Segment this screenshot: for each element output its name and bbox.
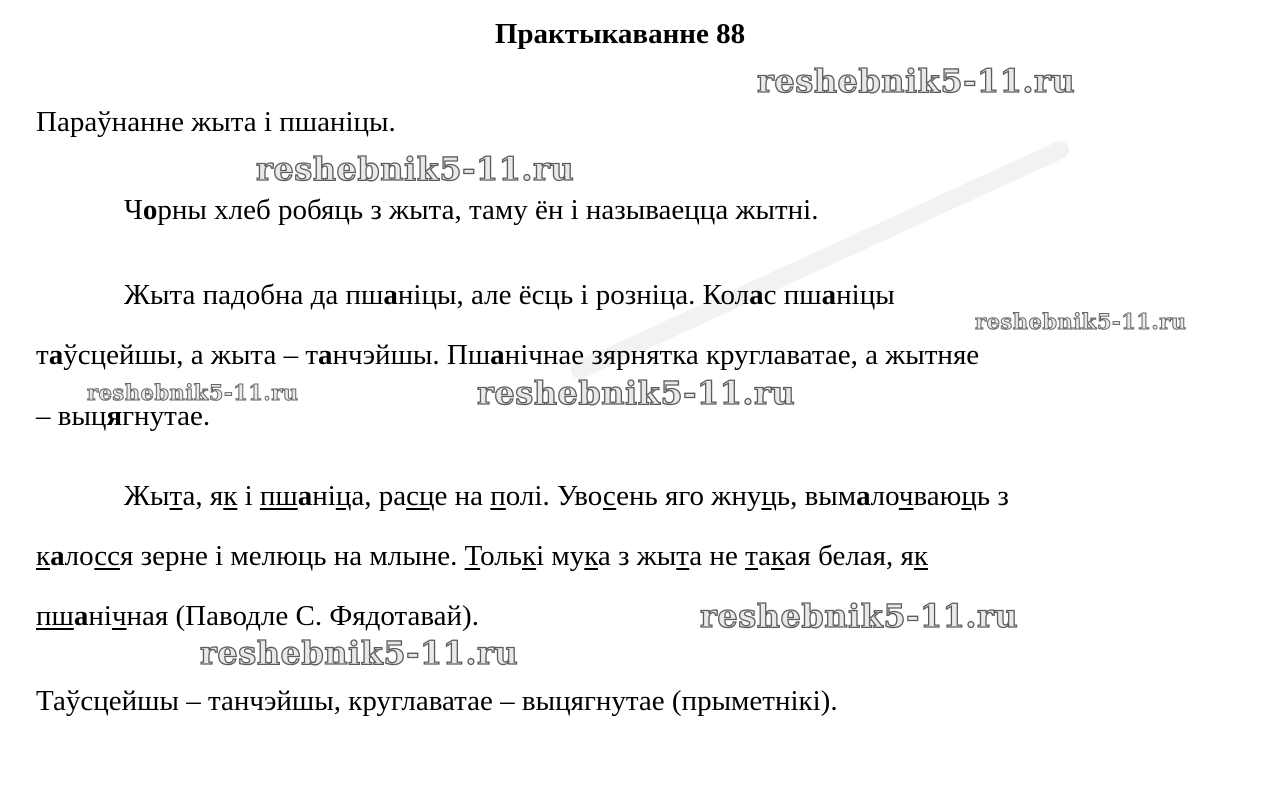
- bold-letter: о: [142, 194, 158, 226]
- bold-letter: а: [48, 339, 64, 371]
- text-run: нічнае зярнятка круглаватае, а жытняе: [504, 339, 980, 371]
- underlined-letter: пш: [259, 480, 298, 512]
- text-run: ень яго жну: [616, 480, 762, 512]
- text-run: а: [758, 540, 771, 572]
- bold-letter: а: [383, 279, 398, 311]
- text-run: Жыта падобна да пш: [124, 279, 384, 311]
- paragraph-1: [124, 192, 818, 228]
- watermark-text: reshebnik5-11.ru: [757, 62, 1076, 100]
- underlined-letter: сц: [406, 480, 435, 512]
- text-run: Жы: [124, 480, 170, 512]
- underlined-letter: сс: [94, 540, 121, 572]
- text-run: ніцы, але ёсць і розніца. Кол: [397, 279, 750, 311]
- paragraph-3-line-2: [36, 538, 928, 574]
- underlined-letter: ц: [961, 480, 977, 512]
- underlined-letter: т: [745, 540, 759, 572]
- text-run: т: [36, 339, 49, 371]
- heading-text: Параўнанне жыта і пшаніцы.: [36, 106, 396, 138]
- watermark-text: reshebnik5-11.ru: [975, 309, 1187, 334]
- text-run: ні: [312, 480, 336, 512]
- text-run: а, я: [182, 480, 224, 512]
- bold-letter: а: [490, 339, 505, 371]
- underlined-letter: к: [521, 540, 537, 572]
- text-run: нчэйшы. Пш: [332, 339, 491, 371]
- watermark-text: reshebnik5-11.ru: [256, 150, 575, 188]
- bold-letter: а: [821, 279, 837, 311]
- text-run: я зерне і мелюць на млыне.: [120, 540, 465, 572]
- bold-letter: а: [50, 540, 65, 572]
- text-run: ло: [870, 480, 899, 512]
- text-run: оль: [480, 540, 522, 572]
- text-run: Ч: [124, 194, 143, 226]
- underlined-letter: ц: [761, 480, 777, 512]
- underlined-letter: с: [602, 480, 617, 512]
- underlined-letter: к: [36, 540, 51, 572]
- text-run: гнутае.: [122, 400, 211, 432]
- text-run: – выц: [36, 400, 107, 432]
- underlined-letter: ч: [898, 480, 914, 512]
- paragraph-2-line-2: [36, 337, 979, 373]
- watermark-text: reshebnik5-11.ru: [700, 597, 1019, 635]
- underlined-letter: к: [584, 540, 598, 572]
- text-run: ая белая, я: [784, 540, 914, 572]
- text-run: ніцы: [836, 279, 895, 311]
- underlined-letter: к: [770, 540, 785, 572]
- underlined-letter: т: [169, 480, 183, 512]
- bold-letter: а: [856, 480, 871, 512]
- text-run: а не: [689, 540, 746, 572]
- watermark-text: reshebnik5-11.ru: [87, 380, 299, 405]
- watermark-text: reshebnik5-11.ru: [477, 374, 796, 412]
- text-run: а, ра: [351, 480, 407, 512]
- text-run: а з жы: [597, 540, 677, 572]
- underlined-letter: к: [913, 540, 928, 572]
- underlined-letter: к: [223, 480, 238, 512]
- text-run: ні: [88, 600, 112, 632]
- underlined-letter: Т: [464, 540, 481, 572]
- text-run: е на: [434, 480, 491, 512]
- text-run: ўсцейшы, а жыта – т: [63, 339, 318, 371]
- paragraph-3-line-1: [124, 478, 1009, 514]
- text-run: рны хлеб робяць з жыта, таму ён і называецца жытні.: [157, 194, 819, 226]
- bold-letter: а: [749, 279, 764, 311]
- page-title: Практыкаванне 88: [494, 18, 746, 50]
- text-run: ь з: [976, 480, 1009, 512]
- bold-letter: я: [106, 400, 123, 432]
- summary-text: Таўсцейшы – танчэйшы, круглаватае – выцягнутае (прыметнікі).: [36, 685, 838, 717]
- bold-letter: а: [297, 480, 313, 512]
- text-run: олі. Уво: [505, 480, 603, 512]
- underlined-letter: ч: [111, 600, 127, 632]
- underlined-letter: п: [490, 480, 506, 512]
- underlined-letter: ц: [335, 480, 352, 512]
- text-run: ло: [64, 540, 95, 572]
- paragraph-3-line-3: [36, 598, 479, 634]
- underlined-letter: пш: [36, 600, 74, 632]
- text-run: і му: [536, 540, 585, 572]
- bold-letter: а: [73, 600, 89, 632]
- watermark-text: reshebnik5-11.ru: [200, 634, 519, 672]
- text-run: ная (Паводле С. Фядотавай).: [126, 600, 479, 632]
- paragraph-2-line-1: [124, 277, 895, 313]
- text-run: ь, вым: [776, 480, 857, 512]
- underlined-letter: т: [676, 540, 690, 572]
- bold-letter: а: [318, 339, 333, 371]
- text-run: і: [237, 480, 260, 512]
- text-run: с пш: [763, 279, 822, 311]
- paragraph-2-line-3: [36, 398, 210, 434]
- text-run: ваю: [913, 480, 962, 512]
